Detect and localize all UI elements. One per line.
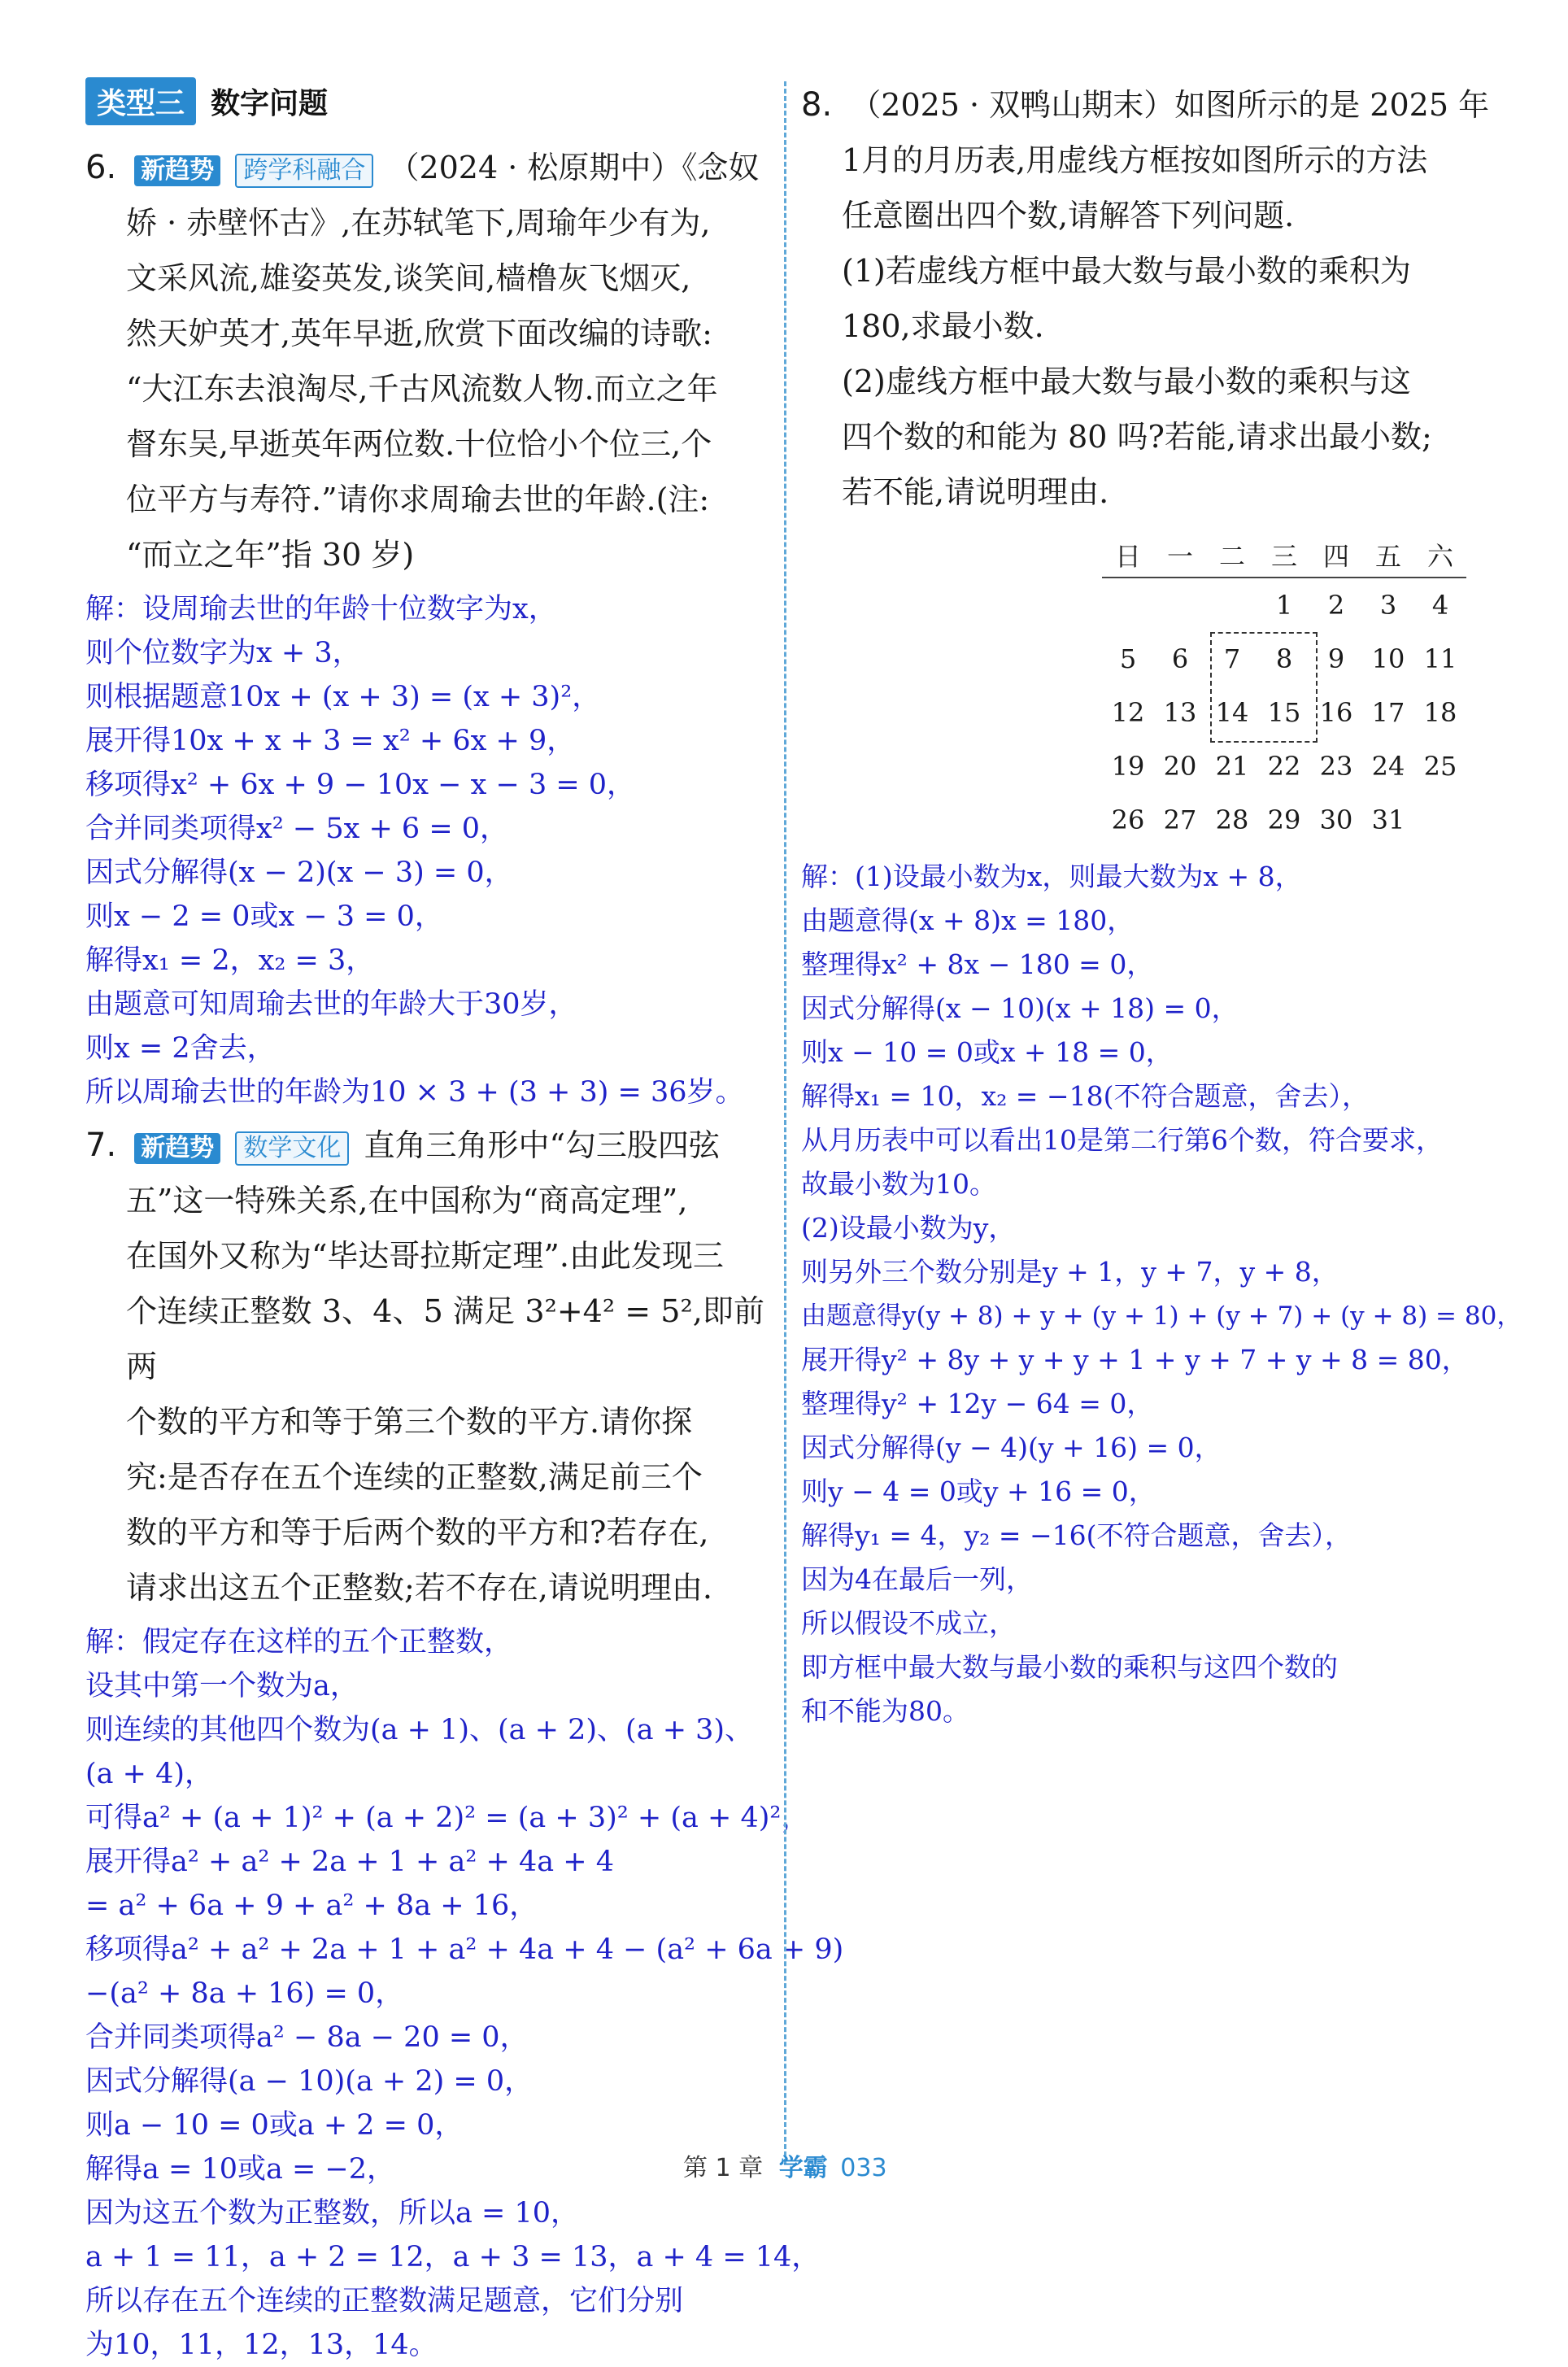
solution-line: 展开得y² + 8y + y + y + 1 + y + 7 + y + 8 = 80，	[801, 1344, 1469, 1375]
weekday-label: 日	[1114, 541, 1141, 572]
q6-tag-topic: 跨学科融合	[235, 154, 373, 188]
calendar-cell: 25	[1423, 751, 1457, 782]
brand-label: 学霸	[778, 2154, 828, 2182]
solution-line: 因式分解得(x − 10)(x + 18) = 0，	[801, 992, 1239, 1024]
solution-line: 解得x₁ = 10，x₂ = −18(不符合题意，舍去），	[801, 1080, 1369, 1112]
calendar-cell: 9	[1327, 643, 1345, 674]
page-footer	[683, 2147, 887, 2183]
solution-line: 则y − 4 = 0或y + 16 = 0，	[801, 1476, 1156, 1507]
solution-line: 故最小数为10。	[801, 1168, 996, 1200]
q8-first-line	[801, 77, 1549, 133]
solution-line: 由题意可知周瑜去世的年龄大于30岁，	[85, 988, 577, 1021]
q7-line: 究:是否存在五个连续的正整数,满足前三个	[126, 1459, 703, 1495]
section-header	[85, 77, 764, 125]
q6-line: 娇 · 赤壁怀古》,在苏轼笔下,周瑜年少有为,	[126, 205, 711, 241]
calendar-cell: 14	[1215, 697, 1249, 728]
type-label: 类型三	[85, 77, 196, 125]
solution-line: = a² + 6a + 9 + a² + 8a + 16，	[85, 1890, 538, 1922]
q8-line: 1月的月历表,用虚线方框按如图所示的方法	[842, 142, 1428, 178]
q6-solution	[85, 587, 764, 1114]
q8-number: 8.	[801, 86, 833, 124]
q7-line: 数的平方和等于后两个数的平方和?若存在,	[126, 1515, 709, 1550]
calendar-cell: 3	[1379, 590, 1397, 621]
q6-tag-trend: 新趋势	[134, 155, 220, 186]
solution-line: 解：设周瑜去世的年龄十位数字为x，	[85, 593, 557, 626]
calendar	[1102, 536, 1549, 847]
calendar-cell: 13	[1163, 697, 1197, 728]
question-6	[85, 140, 764, 582]
calendar-cell: 21	[1215, 751, 1249, 782]
q8-line: 若不能,请说明理由.	[842, 474, 1109, 510]
q8-line: （2025 · 双鸭山期末）如图所示的是 2025 年	[850, 87, 1490, 123]
q7-first-line	[85, 1118, 764, 1173]
calendar-cell: 4	[1431, 590, 1449, 621]
q7-line: 在国外又称为“毕达哥拉斯定理”.由此发现三	[126, 1238, 724, 1274]
q7-line: 个数的平方和等于第三个数的平方.请你探	[126, 1404, 693, 1440]
solution-line: 由题意得y(y + 8) + y + (y + 1) + (y + 7) + (y + 8) = 80，	[801, 1301, 1522, 1331]
calendar-cell: 31	[1371, 804, 1405, 835]
solution-line: 因式分解得(x − 2)(x − 3) = 0，	[85, 857, 513, 889]
q6-first-line	[85, 140, 764, 195]
solution-line: 整理得y² + 12y − 64 = 0，	[801, 1388, 1154, 1419]
q7-number: 7.	[85, 1127, 117, 1164]
solution-line: 合并同类项得a² − 8a − 20 = 0，	[85, 2021, 529, 2054]
solution-line: 为10，11，12，13，14。	[85, 2329, 438, 2361]
q6-line: 督东吴,早逝英年两位数.十位恰小个位三,个	[126, 426, 712, 462]
calendar-cell	[1102, 578, 1154, 632]
solution-line: 因为这五个数为正整数，所以a = 10，	[85, 2197, 579, 2230]
solution-line: 解得y₁ = 4，y₂ = −16(不符合题意，舍去），	[801, 1519, 1352, 1551]
solution-line: 所以假设不成立，	[801, 1607, 1016, 1639]
q8-line: 180,求最小数.	[842, 308, 1044, 344]
solution-line: 则a − 10 = 0或a + 2 = 0，	[85, 2109, 464, 2142]
solution-line: 则根据题意10x + (x + 3) = (x + 3)²，	[85, 681, 601, 713]
calendar-cell: 28	[1215, 804, 1249, 835]
solution-line: 则x − 10 = 0或x + 18 = 0，	[801, 1036, 1173, 1068]
calendar-cell: 30	[1319, 804, 1353, 835]
solution-line: 从月历表中可以看出10是第二行第6个数，符合要求，	[801, 1124, 1443, 1156]
q8-solution	[801, 855, 1549, 1733]
calendar-cell: 1	[1275, 590, 1293, 621]
solution-line: 解得x₁ = 2，x₂ = 3，	[85, 944, 375, 977]
solution-line: 即方框中最大数与最小数的乘积与这四个数的	[801, 1651, 1338, 1683]
q7-line: 直角三角形中“勾三股四弦	[364, 1127, 720, 1163]
solution-line: (a + 4)，	[85, 1758, 214, 1790]
q8-line: 任意圈出四个数,请解答下列问题.	[842, 198, 1295, 233]
calendar-cell: 8	[1275, 643, 1293, 674]
dashed-selection-box	[1210, 632, 1318, 743]
calendar-cell: 26	[1111, 804, 1145, 835]
solution-line: 合并同类项得x² − 5x + 6 = 0，	[85, 813, 509, 845]
q7-line: 五”这一特殊关系,在中国称为“商高定理”,	[126, 1183, 688, 1218]
solution-line: 移项得x² + 6x + 9 − 10x − x − 3 = 0，	[85, 769, 636, 801]
weekday-label: 四	[1322, 541, 1349, 572]
calendar-cell: 19	[1111, 751, 1145, 782]
calendar-cell: 18	[1423, 697, 1457, 728]
calendar-cell: 12	[1111, 697, 1145, 728]
calendar-cell: 27	[1163, 804, 1197, 835]
solution-line: −(a² + 8a + 16) = 0，	[85, 1977, 404, 2010]
calendar-cell: 20	[1163, 751, 1197, 782]
q6-line: “大江东去浪淘尽,千古风流数人物.而立之年	[126, 371, 718, 407]
solution-line: 所以周瑜去世的年龄为10 × 3 + (3 + 3) = 36岁。	[85, 1076, 744, 1109]
calendar-cell: 17	[1371, 697, 1405, 728]
calendar-cell	[1154, 578, 1206, 632]
solution-line: 则另外三个数分别是y + 1，y + 7，y + 8，	[801, 1256, 1339, 1288]
weekday-label: 一	[1166, 541, 1193, 572]
solution-line: 整理得x² + 8x − 180 = 0，	[801, 948, 1154, 980]
calendar-cell: 22	[1267, 751, 1301, 782]
q8-line: (2)虚线方框中最大数与最小数的乘积与这	[842, 364, 1411, 399]
q6-line: 文采风流,雄姿英发,谈笑间,樯橹灰飞烟灭,	[126, 260, 691, 296]
q6-line: “而立之年”指 30 岁)	[126, 537, 415, 573]
calendar-cell: 11	[1423, 643, 1457, 674]
page-number: 033	[840, 2154, 887, 2182]
q7-tag-topic: 数学文化	[235, 1131, 349, 1166]
q6-line: 然天妒英才,英年早逝,欣赏下面改编的诗歌:	[126, 316, 712, 351]
question-8	[801, 77, 1549, 520]
solution-line: 因式分解得(y − 4)(y + 16) = 0，	[801, 1432, 1222, 1463]
calendar-cell: 6	[1171, 643, 1189, 674]
solution-line: 解：(1)设最小数为x，则最大数为x + 8，	[801, 861, 1302, 892]
calendar-header	[1102, 536, 1466, 578]
calendar-cell	[1414, 793, 1466, 847]
q6-line: （2024 · 松原期中）《念奴	[388, 150, 760, 185]
solution-line: 则x = 2舍去，	[85, 1032, 276, 1065]
solution-line: 解：假定存在这样的五个正整数，	[85, 1626, 513, 1659]
solution-line: 因为4在最后一列，	[801, 1563, 1033, 1595]
solution-line: 移项得a² + a² + 2a + 1 + a² + 4a + 4 − (a² + 6a + 9)	[85, 1933, 844, 1966]
calendar-body	[1102, 578, 1549, 847]
q6-line: 位平方与寿符.”请你求周瑜去世的年龄.(注:	[126, 482, 710, 517]
calendar-cell: 10	[1371, 643, 1405, 674]
weekday-label: 五	[1374, 541, 1401, 572]
solution-line: 解得a = 10或a = −2，	[85, 2153, 396, 2186]
solution-line: 所以存在五个连续的正整数满足题意，它们分别	[85, 2285, 684, 2317]
calendar-boxed-rows	[1102, 632, 1549, 739]
solution-line: 展开得a² + a² + 2a + 1 + a² + 4a + 4	[85, 1846, 614, 1878]
calendar-row	[1102, 739, 1466, 793]
solution-line: 由题意得(x + 8)x = 180，	[801, 905, 1135, 936]
column-divider	[784, 81, 786, 2164]
solution-line: 和不能为80。	[801, 1695, 969, 1727]
calendar-cell: 7	[1223, 643, 1241, 674]
q6-number: 6.	[85, 149, 117, 186]
question-7	[85, 1118, 764, 1615]
calendar-cell: 29	[1267, 804, 1301, 835]
solution-line: a + 1 = 11，a + 2 = 12，a + 3 = 13，a + 4 = 14，	[85, 2241, 821, 2273]
solution-line: (2)设最小数为y，	[801, 1212, 1016, 1244]
solution-line: 则x − 2 = 0或x − 3 = 0，	[85, 900, 443, 933]
calendar-row	[1102, 793, 1466, 847]
calendar-cell: 5	[1119, 643, 1137, 674]
q7-tag-trend: 新趋势	[134, 1133, 220, 1164]
calendar-row	[1102, 578, 1466, 632]
chapter-label: 第 1 章	[683, 2154, 764, 2182]
solution-line: 展开得10x + x + 3 = x² + 6x + 9，	[85, 725, 576, 757]
calendar-cell: 15	[1267, 697, 1301, 728]
calendar-cell	[1206, 578, 1258, 632]
q8-line: 四个数的和能为 80 吗?若能,请求出最小数;	[842, 419, 1432, 455]
right-column	[801, 77, 1549, 1733]
solution-line: 因式分解得(a − 10)(a + 2) = 0，	[85, 2065, 534, 2098]
calendar-cell: 23	[1319, 751, 1353, 782]
weekday-label: 二	[1218, 541, 1245, 572]
section-title: 数字问题	[211, 87, 329, 120]
calendar-cell: 16	[1319, 697, 1353, 728]
solution-line: 则个位数字为x + 3，	[85, 637, 361, 669]
solution-line: 设其中第一个数为a，	[85, 1670, 359, 1702]
weekday-label: 六	[1426, 541, 1453, 572]
calendar-cell: 24	[1371, 751, 1405, 782]
q7-line: 个连续正整数 3、4、5 满足 3²+4² = 5²,即前两	[126, 1293, 764, 1384]
calendar-cell: 2	[1327, 590, 1345, 621]
weekday-label: 三	[1270, 541, 1297, 572]
solution-line: 则连续的其他四个数为(a + 1)、(a + 2)、(a + 3)、	[85, 1714, 754, 1746]
q8-line: (1)若虚线方框中最大数与最小数的乘积为	[842, 253, 1411, 289]
q7-line: 请求出这五个正整数;若不存在,请说明理由.	[126, 1570, 712, 1606]
solution-line: 可得a² + (a + 1)² + (a + 2)² = (a + 3)² + (a + 4)²，	[85, 1802, 810, 1834]
